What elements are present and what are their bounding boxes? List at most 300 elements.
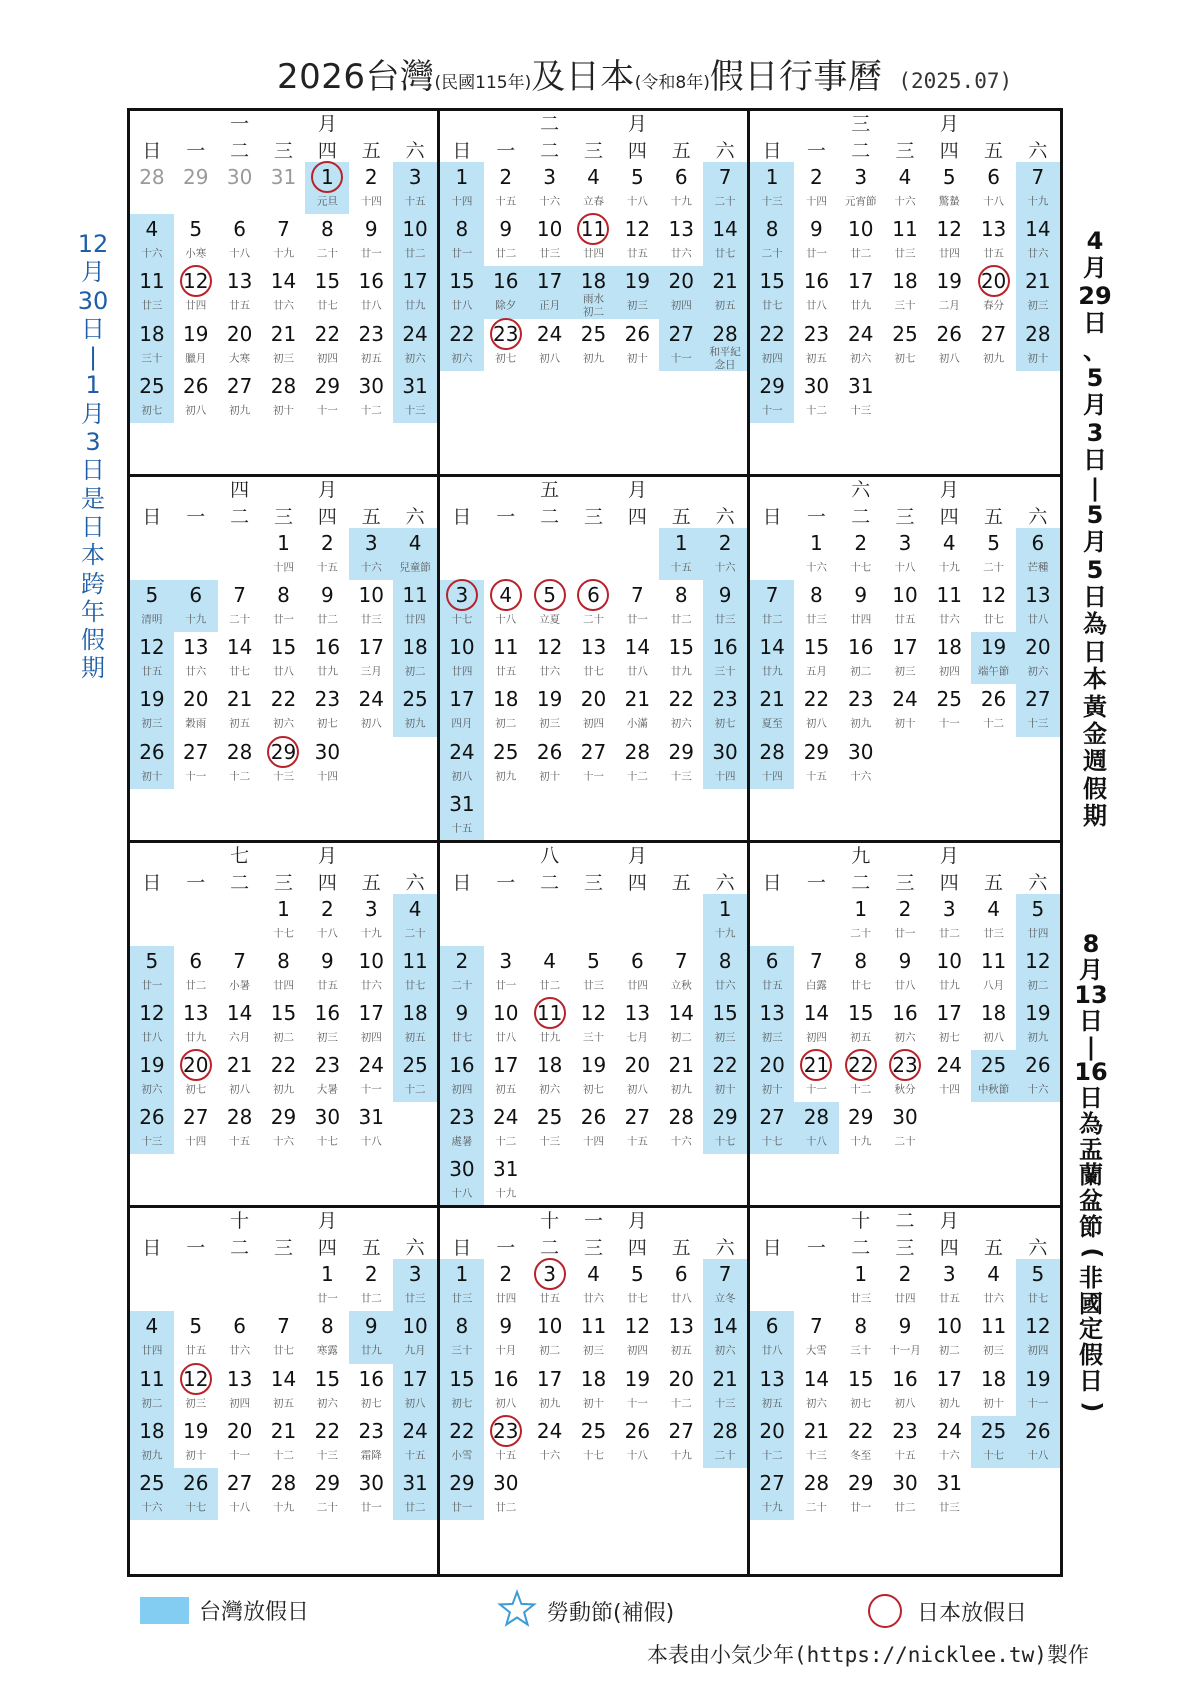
day-number: 20 <box>226 1418 253 1443</box>
weekday-label: 四 <box>317 871 337 894</box>
month-label-char: 月 <box>317 844 337 867</box>
taiwan-holiday-day-cell <box>1016 684 1060 736</box>
day-cell <box>794 580 838 632</box>
lunar-date-label <box>659 196 703 209</box>
day-cell <box>927 1416 971 1468</box>
lunar-text: 十二 <box>495 1135 517 1148</box>
lunar-date-label <box>883 1084 927 1097</box>
day-number: 21 <box>270 321 297 346</box>
day-number: 29 <box>759 373 785 398</box>
lunar-text: 十一 <box>805 1083 827 1096</box>
day-number: 21 <box>226 687 253 712</box>
lunar-text: 廿九 <box>761 665 783 678</box>
lunar-date-label <box>615 352 659 365</box>
lunar-text: 十一 <box>938 717 960 730</box>
lunar-text: 初三 <box>983 1344 1005 1357</box>
day-number: 16 <box>493 1366 519 1391</box>
lunar-date-label <box>971 248 1015 261</box>
lunar-date-label <box>971 1397 1015 1410</box>
month-label <box>440 1208 747 1235</box>
lunar-date-label <box>1016 561 1060 574</box>
lunar-text: 廿六 <box>670 247 692 260</box>
month-label-char: 月 <box>939 844 959 867</box>
taiwan-holiday-day-cell <box>130 1468 174 1520</box>
month-label-char: 七 <box>230 844 250 867</box>
lunar-date-label <box>794 718 838 731</box>
lunar-date-label <box>349 300 393 313</box>
lunar-text: 九月 <box>404 1344 426 1357</box>
lunar-text: 二十 <box>714 1449 736 1462</box>
lunar-text: 十二 <box>404 1083 426 1096</box>
day-number: 14 <box>712 1314 738 1339</box>
lunar-text: 二十 <box>451 979 473 992</box>
day-cell <box>839 214 883 266</box>
taiwan-holiday-day-cell <box>130 1416 174 1468</box>
month-label-char: 一 <box>230 113 250 135</box>
lunar-text: 十八 <box>1027 1449 1049 1462</box>
day-number: 10 <box>358 948 384 973</box>
lunar-date-label <box>218 1397 262 1410</box>
lunar-date-label <box>750 1345 794 1358</box>
lunar-date-label <box>703 770 747 783</box>
lunar-date-label <box>393 1502 437 1515</box>
day-cell <box>528 1364 572 1416</box>
day-cell <box>484 1154 528 1206</box>
taiwan-holiday-day-cell <box>305 162 349 214</box>
lunar-text: 初三 <box>539 717 561 730</box>
lunar-date-label <box>349 1449 393 1462</box>
lunar-text: 初八 <box>185 404 207 417</box>
lunar-text: 初五 <box>229 717 251 730</box>
day-cell <box>528 632 572 684</box>
lunar-text: 初二 <box>582 306 604 319</box>
lunar-text: 廿五 <box>761 979 783 992</box>
lunar-date-label <box>174 1449 218 1462</box>
lunar-date-label <box>615 1084 659 1097</box>
taiwan-holiday-day-cell <box>393 1364 437 1416</box>
weekday-label: 六 <box>715 505 735 528</box>
day-cell <box>883 266 927 318</box>
lunar-text: 廿三 <box>805 613 827 626</box>
lunar-text: 十三 <box>539 1135 561 1148</box>
lunar-text: 十二 <box>761 1449 783 1462</box>
note-glyph: 日 <box>1083 309 1107 338</box>
lunar-text: 廿三 <box>360 613 382 626</box>
day-cell <box>349 162 393 214</box>
lunar-date-label <box>484 1031 528 1044</box>
day-cell <box>305 894 349 946</box>
day-cell <box>305 632 349 684</box>
lunar-text: 廿九 <box>316 665 338 678</box>
lunar-date-label <box>1016 1397 1060 1410</box>
legend-labor-day <box>497 1591 674 1631</box>
taiwan-holiday-day-cell <box>750 946 794 998</box>
month-label-char: 三 <box>851 113 871 135</box>
lunar-date-label <box>659 300 703 313</box>
lunar-text: 處暑 <box>451 1135 473 1148</box>
taiwan-holiday-day-cell <box>703 1311 747 1363</box>
day-number: 16 <box>358 269 384 294</box>
lunar-text: 廿四 <box>185 299 207 312</box>
day-number: 1 <box>277 896 290 921</box>
lunar-text: 廿九 <box>670 665 692 678</box>
taiwan-holiday-day-cell <box>130 319 174 371</box>
lunar-text: 十八 <box>360 1135 382 1148</box>
day-cell <box>883 528 927 580</box>
lunar-date-label <box>130 1031 174 1044</box>
day-cell <box>572 162 616 214</box>
day-number: 7 <box>810 1314 823 1339</box>
page-title <box>277 54 1012 100</box>
lunar-text: 十八 <box>451 1187 473 1200</box>
note-glyph: 日 <box>1083 446 1107 475</box>
lunar-text: 十一 <box>316 404 338 417</box>
day-cell <box>883 319 927 371</box>
day-cell <box>262 580 306 632</box>
day-cell <box>572 1102 616 1154</box>
taiwan-holiday-day-cell <box>794 1102 838 1154</box>
day-number: 31 <box>270 165 297 189</box>
lunar-date-label <box>130 613 174 626</box>
lunar-date-label <box>484 1502 528 1515</box>
note-glyph: 為 <box>1083 610 1107 639</box>
day-cell <box>484 1259 528 1311</box>
japan-holiday-day-number: 23 <box>490 1415 522 1447</box>
lunar-date-label <box>393 1449 437 1462</box>
day-cell <box>971 1364 1015 1416</box>
day-cell <box>927 319 971 371</box>
lunar-text: 二十 <box>714 195 736 208</box>
lunar-date-label <box>839 666 883 679</box>
lunar-text: 廿六 <box>229 1344 251 1357</box>
weekday-label: 二 <box>851 1237 871 1260</box>
day-number: 5 <box>630 1262 644 1287</box>
day-number: 22 <box>847 1418 874 1443</box>
day-number: 2 <box>854 530 868 555</box>
lunar-date-label <box>218 1136 262 1149</box>
lunar-date-label <box>615 770 659 783</box>
lunar-date-label <box>349 1084 393 1097</box>
weekday-label: 五 <box>361 505 381 528</box>
taiwan-holiday-day-cell <box>971 1050 1015 1102</box>
lunar-date-label <box>794 561 838 574</box>
weekday-label: 三 <box>895 505 915 528</box>
lunar-date-label <box>349 352 393 365</box>
day-cell <box>262 1468 306 1520</box>
day-number: 17 <box>536 269 563 294</box>
lunar-date-label <box>572 1345 616 1358</box>
lunar-date-label <box>130 979 174 992</box>
lunar-date-label <box>130 248 174 261</box>
day-number: 27 <box>183 1105 209 1130</box>
lunar-date-label <box>703 196 747 209</box>
lunar-date-label <box>1016 666 1060 679</box>
day-number: 1 <box>455 1262 469 1287</box>
day-number: 21 <box>270 1418 297 1443</box>
lunar-date-label <box>794 300 838 313</box>
day-cell <box>305 528 349 580</box>
day-number: 21 <box>624 687 651 712</box>
day-number: 11 <box>139 269 165 294</box>
lunar-date-label <box>615 1136 659 1149</box>
lunar-text: 初四 <box>761 352 783 365</box>
day-cell <box>349 684 393 736</box>
lunar-date-label <box>703 1397 747 1410</box>
lunar-text: 十五 <box>316 561 338 574</box>
note-glyph: 年 <box>81 597 105 626</box>
day-cell <box>262 214 306 266</box>
lunar-text: 廿三 <box>451 1292 473 1305</box>
lunar-text: 大寒 <box>229 352 251 365</box>
day-number: 22 <box>712 1053 738 1078</box>
lunar-date-label <box>883 613 927 626</box>
weekday-label: 六 <box>1028 505 1048 528</box>
day-number: 24 <box>493 1105 519 1130</box>
lunar-text: 十七 <box>185 1501 207 1514</box>
taiwan-holiday-day-cell <box>750 737 794 789</box>
lunar-date-label <box>484 1188 528 1201</box>
lunar-text: 初八 <box>539 352 561 365</box>
day-cell <box>839 1050 883 1102</box>
lunar-text: 三十 <box>582 1031 604 1044</box>
lunar-text: 廿一 <box>805 247 827 260</box>
lunar-text: 十二 <box>670 1397 692 1410</box>
day-number: 7 <box>277 1314 290 1339</box>
weekday-label: 一 <box>496 1237 516 1260</box>
lunar-date-label <box>262 979 306 992</box>
month-label <box>440 111 747 138</box>
lunar-text: 廿三 <box>938 1501 960 1514</box>
lunar-text: 初四 <box>626 1344 648 1357</box>
lunar-date-label <box>393 613 437 626</box>
lunar-date-label <box>927 1084 971 1097</box>
lunar-date-label <box>130 352 174 365</box>
day-cell <box>794 632 838 684</box>
lunar-date-label <box>839 196 883 209</box>
note-glyph: 13 <box>1074 981 1108 1010</box>
lunar-date-label <box>659 770 703 783</box>
lunar-text: 廿四 <box>850 613 872 626</box>
day-number: 31 <box>449 791 475 816</box>
lunar-date-label <box>659 1397 703 1410</box>
note-glyph: 本 <box>1083 665 1107 694</box>
lunar-date-label <box>262 352 306 365</box>
day-number: 24 <box>358 687 384 712</box>
lunar-date-label <box>349 718 393 731</box>
lunar-date-label <box>750 352 794 365</box>
day-cell <box>659 1364 703 1416</box>
day-number: 3 <box>364 896 378 921</box>
day-number: 29 <box>183 165 209 189</box>
lunar-date-label <box>130 1397 174 1410</box>
day-number: 22 <box>314 1418 341 1443</box>
lunar-text: 廿七 <box>761 299 783 312</box>
lunar-date-label <box>484 1449 528 1462</box>
day-number: 23 <box>449 1105 475 1130</box>
day-number: 18 <box>580 269 607 294</box>
day-number: 6 <box>233 217 246 242</box>
day-number: 25 <box>493 739 519 764</box>
day-cell <box>174 214 218 266</box>
day-cell <box>839 894 883 946</box>
taiwan-holiday-day-cell <box>750 1416 794 1468</box>
title-reiwa-year: (令和8年) <box>634 73 710 93</box>
lunar-text: 初三 <box>582 1344 604 1357</box>
lunar-date-label <box>750 666 794 679</box>
day-cell <box>971 580 1015 632</box>
lunar-text: 十八 <box>495 613 517 626</box>
day-cell <box>572 737 616 789</box>
taiwan-holiday-day-cell <box>440 1154 484 1206</box>
day-cell <box>883 998 927 1050</box>
weekday-label: 五 <box>361 140 381 162</box>
day-number: 7 <box>765 582 779 607</box>
lunar-text: 初六 <box>539 1083 561 1096</box>
day-grid <box>750 1259 1060 1520</box>
day-cell <box>615 214 659 266</box>
day-number: 16 <box>493 269 519 294</box>
lunar-date-label <box>927 248 971 261</box>
weekday-label: 三 <box>895 871 915 894</box>
day-cell <box>839 266 883 318</box>
day-cell <box>218 371 262 423</box>
day-cell <box>572 1416 616 1468</box>
day-number: 17 <box>449 687 475 712</box>
lunar-text: 廿五 <box>894 613 916 626</box>
day-number: 24 <box>449 739 475 764</box>
lunar-date-label <box>218 1084 262 1097</box>
note-glyph: 5 <box>1086 363 1104 392</box>
lunar-date-label <box>615 613 659 626</box>
day-number: 28 <box>712 321 738 346</box>
day-number: 13 <box>183 1000 209 1025</box>
lunar-text: 廿一 <box>360 247 382 260</box>
lunar-date-label <box>794 404 838 417</box>
weekday-label: 五 <box>671 140 691 162</box>
lunar-date-label <box>484 352 528 365</box>
day-cell <box>794 162 838 214</box>
day-number: 20 <box>759 1053 785 1078</box>
day-cell <box>659 214 703 266</box>
taiwan-holiday-day-cell <box>1016 998 1060 1050</box>
day-cell <box>484 946 528 998</box>
day-number: 31 <box>847 373 874 398</box>
day-number: 30 <box>892 1471 918 1495</box>
lunar-text: 廿二 <box>894 1501 916 1514</box>
day-number: 3 <box>942 1262 956 1287</box>
lunar-date-label <box>349 1031 393 1044</box>
day-number: 1 <box>277 530 290 555</box>
day-number: 21 <box>668 1053 694 1078</box>
day-cell <box>659 946 703 998</box>
lunar-date-label <box>703 927 747 940</box>
lunar-text: 二十 <box>983 561 1005 574</box>
day-number: 15 <box>668 635 694 660</box>
lunar-text: 十六 <box>850 770 872 782</box>
lunar-date-label <box>305 927 349 940</box>
lunar-text: 十四 <box>582 1135 604 1148</box>
lunar-text: 初七 <box>714 717 736 730</box>
day-number: 19 <box>139 687 165 712</box>
day-number: 14 <box>668 1000 694 1025</box>
lunar-date-label <box>440 1031 484 1044</box>
lunar-date-label <box>440 352 484 365</box>
lunar-text: 小寒 <box>185 247 207 260</box>
lunar-text: 初八 <box>360 717 382 730</box>
day-number: 21 <box>712 269 738 294</box>
lunar-text: 夏至 <box>761 717 783 730</box>
lunar-date-label <box>971 927 1015 940</box>
day-cell <box>883 946 927 998</box>
lunar-text: 十五 <box>495 195 517 208</box>
day-number: 10 <box>847 217 874 242</box>
day-number: 18 <box>580 1366 607 1391</box>
lunar-date-label <box>262 1397 306 1410</box>
note-glyph: 29 <box>1078 281 1112 310</box>
lunar-date-label <box>130 1502 174 1515</box>
day-number: 26 <box>980 687 1007 712</box>
lunar-date-label <box>794 248 838 261</box>
day-cell <box>484 162 528 214</box>
day-cell <box>794 371 838 423</box>
lunar-date-label <box>839 927 883 940</box>
weekday-label: 五 <box>671 505 691 528</box>
day-cell <box>305 1468 349 1520</box>
day-number: 3 <box>499 948 513 973</box>
prev-month-day-cell <box>262 162 306 214</box>
day-number: 10 <box>892 582 918 607</box>
lunar-text: 廿一 <box>272 613 294 626</box>
lunar-date-label <box>927 1293 971 1306</box>
day-number: 5 <box>630 165 644 189</box>
lunar-text: 十四 <box>316 770 338 782</box>
taiwan-holiday-day-cell <box>440 1468 484 1520</box>
lunar-date-label <box>440 248 484 261</box>
day-number: 1 <box>810 530 823 555</box>
weekday-label: 六 <box>405 871 425 894</box>
day-cell <box>528 214 572 266</box>
day-number: 2 <box>320 896 334 921</box>
lunar-date-label <box>305 404 349 417</box>
day-number: 26 <box>139 739 165 764</box>
day-cell <box>927 580 971 632</box>
lunar-text: 初七 <box>495 352 517 365</box>
taiwan-holiday-day-cell <box>703 946 747 998</box>
lunar-text: 端午節 <box>977 665 1010 678</box>
day-cell <box>971 998 1015 1050</box>
lunar-date-label <box>750 613 794 626</box>
lunar-date-label <box>440 770 484 783</box>
lunar-date-label <box>305 718 349 731</box>
day-cell <box>883 162 927 214</box>
lunar-date-label <box>659 979 703 992</box>
lunar-text: 冬至 <box>850 1449 872 1462</box>
day-cell <box>615 319 659 371</box>
lunar-text: 十六 <box>894 195 916 208</box>
lunar-text: 六月 <box>229 1031 251 1044</box>
lunar-date-label <box>794 979 838 992</box>
weekday-label: 五 <box>361 1237 381 1260</box>
lunar-date-label <box>971 1084 1015 1097</box>
day-number: 31 <box>402 1471 428 1495</box>
day-number: 24 <box>892 687 918 712</box>
day-number: 17 <box>536 1366 563 1391</box>
day-cell <box>262 998 306 1050</box>
day-cell <box>572 998 616 1050</box>
note-glyph: 日 <box>1079 1084 1103 1113</box>
day-number: 3 <box>364 530 378 555</box>
lunar-date-label <box>440 1084 484 1097</box>
